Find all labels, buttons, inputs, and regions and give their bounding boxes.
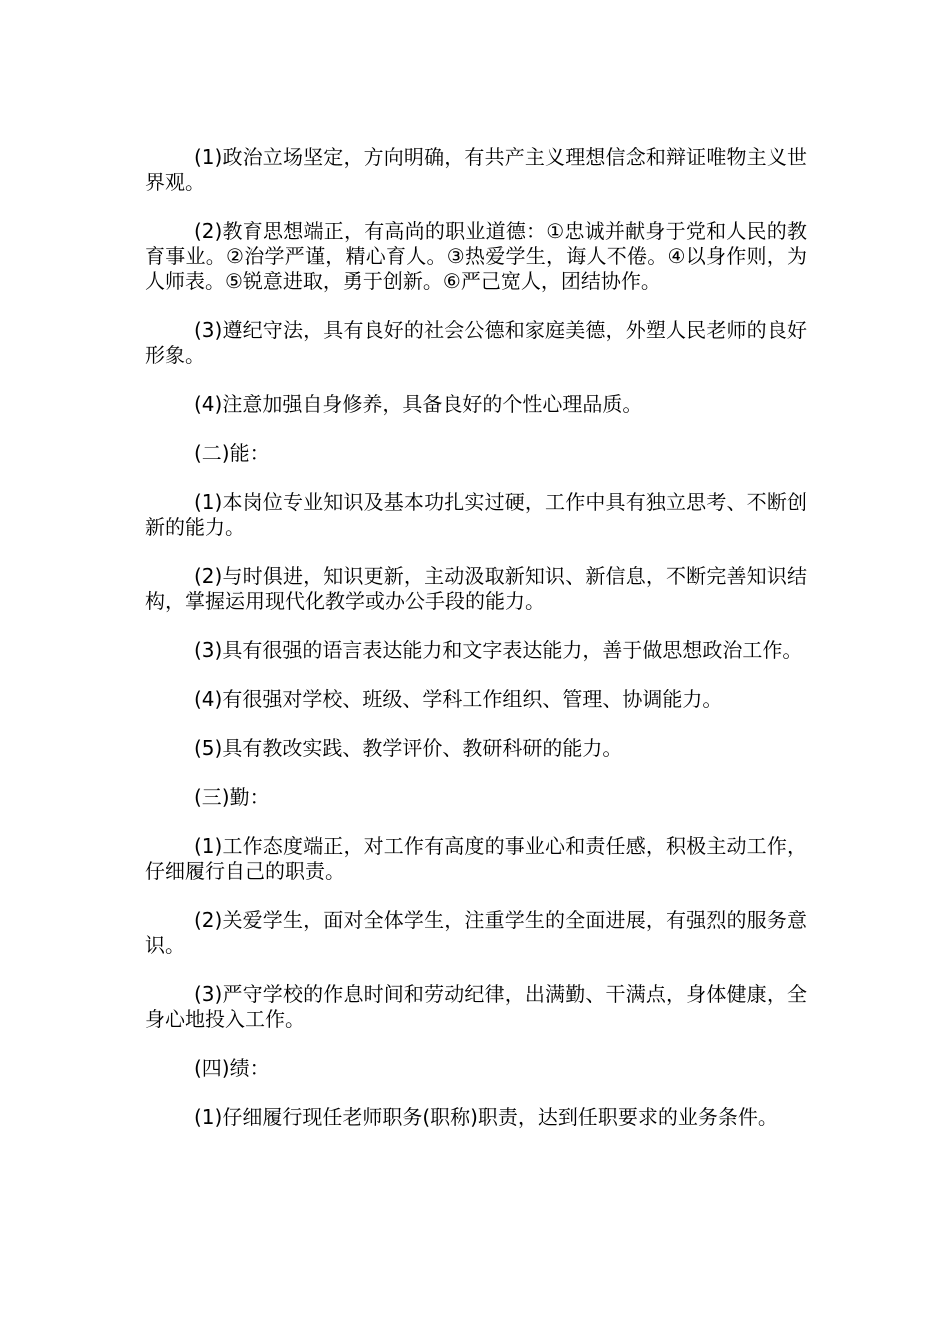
section-heading-diligence: (三)勤： (194, 785, 270, 809)
section-heading-performance: (四)绩： (194, 1056, 270, 1080)
paragraph-8: (3)具有很强的语言表达能力和文字表达能力，善于做思想政治工作。 (194, 638, 803, 662)
paragraph-14: (3)严守学校的作息时间和劳动纪律，出满勤、干满点，身体健康，全身心地投入工作。 (145, 982, 807, 1031)
paragraph-10: (5)具有教改实践、教学评价、教研科研的能力。 (194, 736, 623, 760)
paragraph-4: (4)注意加强自身修养，具备良好的个性心理品质。 (194, 392, 643, 416)
paragraph-13: (2)关爱学生，面对全体学生，注重学生的全面进展，有强烈的服务意识。 (145, 908, 807, 957)
paragraph-12: (1)工作态度端正，对工作有高度的事业心和责任感，积极主动工作，仔细履行自己的职责。 (145, 834, 807, 883)
paragraph-16: (1)仔细履行现任老师职务(职称)职责，达到任职要求的业务条件。 (194, 1105, 778, 1129)
paragraph-9: (4)有很强对学校、班级、学科工作组织、管理、协调能力。 (194, 687, 723, 711)
paragraph-7: (2)与时俱进，知识更新，主动汲取新知识、新信息，不断完善知识结构，掌握运用现代化教学或办公手段的能力。 (145, 564, 807, 613)
paragraph-2: (2)教育思想端正，有高尚的职业道德：①忠诚并献身于党和人民的教育事业。②治学严谨，精心育人。③热爱学生，诲人不倦。④以身作则，为人师表。⑤锐意进取，勇于创新。⑥严己宽人，团结协作。 (145, 219, 807, 293)
section-heading-ability: (二)能： (194, 441, 270, 465)
document-page (145, 145, 807, 1154)
paragraph-3: (3)遵纪守法，具有良好的社会公德和家庭美德，外塑人民老师的良好形象。 (145, 318, 807, 367)
paragraph-6: (1)本岗位专业知识及基本功扎实过硬，工作中具有独立思考、不断创新的能力。 (145, 490, 807, 539)
paragraph-1: (1)政治立场坚定，方向明确，有共产主义理想信念和辩证唯物主义世界观。 (145, 145, 807, 194)
